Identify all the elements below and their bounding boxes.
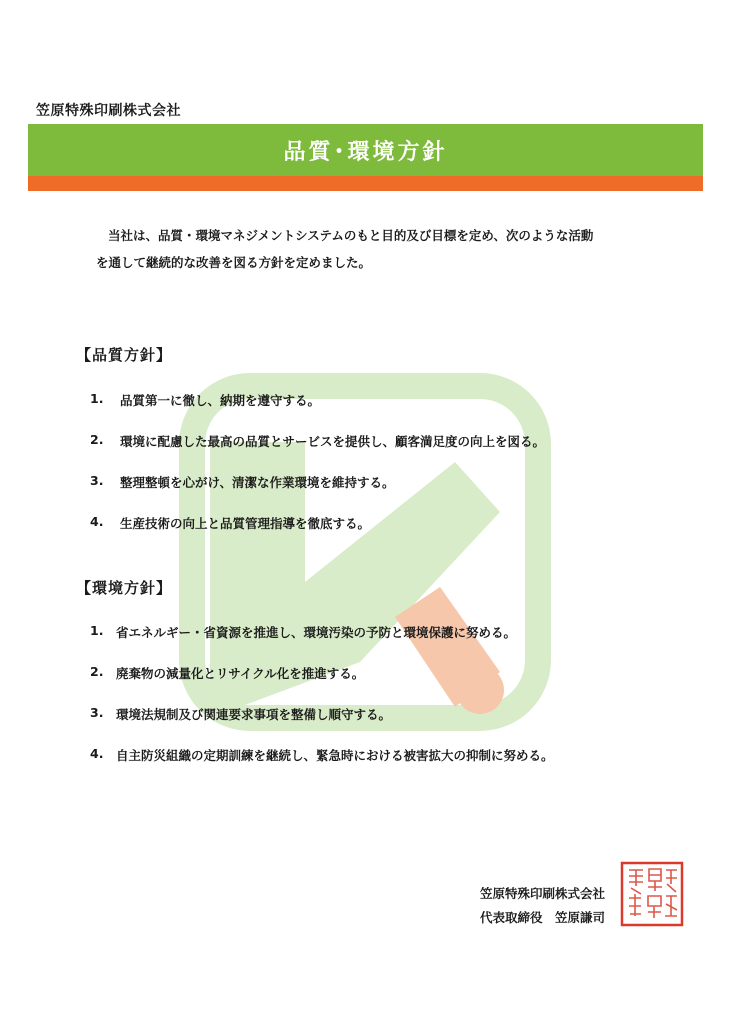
title-band (28, 124, 703, 176)
title-accent-stripe (28, 176, 703, 191)
page-title: 品質･環境方針 (283, 139, 448, 165)
list-item (90, 514, 545, 555)
list-item (90, 705, 554, 746)
list-item (90, 623, 554, 664)
signature-block (480, 882, 605, 930)
item-text: 品質第一に徹し、納期を遵守する。 (120, 393, 321, 408)
item-text: 省エネルギー・省資源を推進し、環境汚染の予防と環境保護に努める。 (116, 625, 517, 640)
signature-representative: 代表取締役 笠原謙司 (480, 910, 606, 925)
quality-policy-heading: 【品質方針】 (76, 346, 173, 364)
item-number: 1. (90, 391, 104, 406)
list-item (90, 664, 554, 705)
item-number: 3. (90, 473, 104, 488)
item-number: 4. (90, 746, 104, 761)
signature-company: 笠原特殊印刷株式会社 (480, 886, 606, 901)
item-text: 廃棄物の減量化とリサイクル化を推進する。 (116, 666, 365, 681)
item-text: 自主防災組織の定期訓練を継続し、緊急時における被害拡大の抑制に努める。 (116, 748, 554, 763)
company-name-top: 笠原特殊印刷株式会社 (36, 103, 181, 119)
environmental-policy-heading: 【環境方針】 (76, 579, 173, 597)
intro-paragraph (96, 222, 656, 276)
item-number: 2. (90, 664, 104, 679)
list-item (90, 432, 545, 473)
item-number: 2. (90, 432, 104, 447)
item-number: 3. (90, 705, 104, 720)
item-text: 環境法規制及び関連要求事項を整備し順守する。 (116, 707, 392, 722)
item-text: 整理整頓を心がけ、清潔な作業環境を維持する。 (120, 475, 395, 490)
item-number: 1. (90, 623, 104, 638)
intro-line-1: 当社は、品質・環境マネジメントシステムのもと目的及び目標を定め、次のような活動 (108, 228, 594, 243)
item-text: 生産技術の向上と品質管理指導を徹底する。 (120, 516, 371, 531)
company-seal-stamp (619, 860, 685, 928)
intro-line-2: を通して継続的な改善を図る方針を定めました。 (96, 255, 372, 270)
list-item (90, 746, 554, 787)
environmental-policy-list (90, 623, 554, 787)
quality-policy-list (90, 391, 545, 555)
item-number: 4. (90, 514, 104, 529)
list-item (90, 391, 545, 432)
list-item (90, 473, 545, 514)
item-text: 環境に配慮した最高の品質とサービスを提供し、顧客満足度の向上を図る。 (120, 434, 546, 449)
